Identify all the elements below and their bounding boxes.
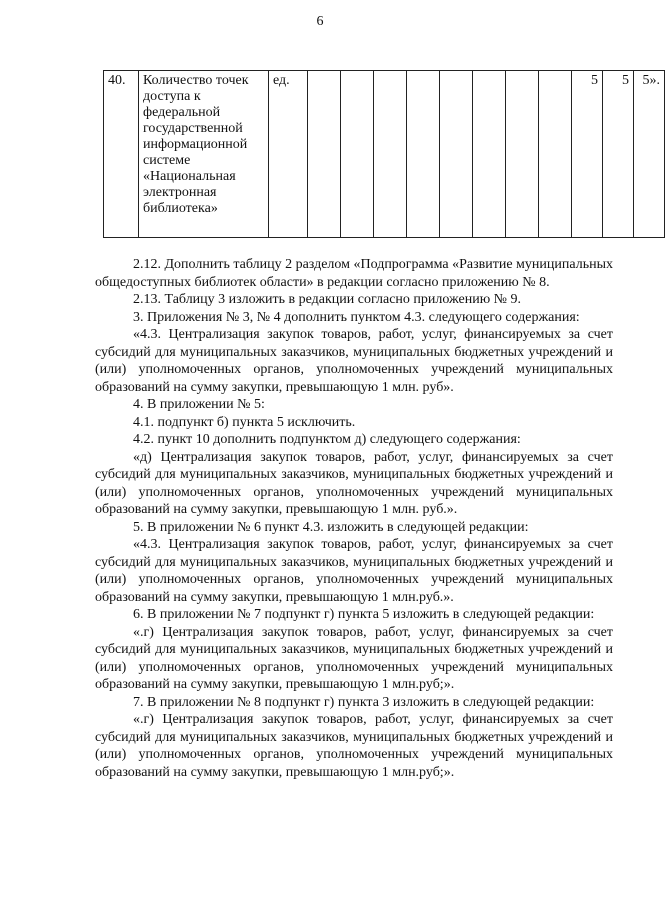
paragraph: 4. В приложении № 5: xyxy=(133,397,265,412)
empty-cell xyxy=(341,71,374,238)
paragraph: «4.3. Централизация закупок товаров, работ, услуг, финансируемых за счет субсидий для муниципальных заказчиков, муниципальных бюджетных учреждений и (или) уполномоченных органов, уполномоченных учреждений муниципальных образований на сумму закупки, превышающую 1 млн.руб.». xyxy=(95,537,613,605)
empty-cell xyxy=(374,71,407,238)
value-cell: 5 xyxy=(572,71,603,238)
empty-cell xyxy=(473,71,506,238)
table-row xyxy=(104,71,665,238)
document-body xyxy=(95,256,613,781)
paragraph: «.г) Централизация закупок товаров, работ, услуг, финансируемых за счет субсидий для муниципальных заказчиков, муниципальных бюджетных учреждений и (или) уполномоченных органов, уполномоченных учреждений муниципальных образований на сумму закупки, превышающую 1 млн.руб;». xyxy=(95,624,613,692)
unit-cell: ед. xyxy=(269,71,308,238)
paragraph: 7. В приложении № 8 подпункт г) пункта 3 изложить в следующей редакции: xyxy=(133,694,595,710)
paragraph: 2.12. Дополнить таблицу 2 разделом «Подпрограмма «Развитие муниципальных общедоступных библиотек области» в редакции согласно приложению № 8. xyxy=(95,257,613,290)
page-number: 6 xyxy=(316,14,324,29)
paragraph: «4.3. Централизация закупок товаров, работ, услуг, финансируемых за счет субсидий для муниципальных заказчиков, муниципальных бюджетных учреждений и (или) уполномоченных органов, уполномоченных учреждений муниципальных образований на сумму закупки, превышающую 1 млн. руб». xyxy=(95,327,613,395)
paragraph: 4.2. пункт 10 дополнить подпунктом д) следующего содержания: xyxy=(133,432,521,447)
empty-cell xyxy=(506,71,539,238)
value-cell: 5 xyxy=(603,71,634,238)
empty-cell xyxy=(440,71,473,238)
paragraph: 2.13. Таблицу 3 изложить в редакции согласно приложению № 9. xyxy=(133,292,522,307)
paragraph: «.г) Централизация закупок товаров, работ, услуг, финансируемых за счет субсидий для муниципальных заказчиков, муниципальных бюджетных учреждений и (или) уполномоченных органов, уполномоченных учреждений муниципальных образований на сумму закупки, превышающую 1 млн.руб;». xyxy=(95,712,613,780)
paragraph: 5. В приложении № 6 пункт 4.3. изложить в следующей редакции: xyxy=(133,519,529,535)
value-cell: 5». xyxy=(634,71,665,238)
empty-cell xyxy=(407,71,440,238)
paragraph: «д) Централизация закупок товаров, работ, услуг, финансируемых за счет субсидий для муниципальных заказчиков, муниципальных бюджетных учреждений и (или) уполномоченных органов, уполномоченных учреждений муниципальных образований на сумму закупки, превышающую 1 млн. руб.». xyxy=(95,449,613,517)
paragraph: 4.1. подпункт б) пункта 5 исключить. xyxy=(133,414,356,430)
empty-cell xyxy=(308,71,341,238)
paragraph: 3. Приложения № 3, № 4 дополнить пунктом 4.3. следующего содержания: xyxy=(133,309,580,325)
indicator-table xyxy=(103,70,665,238)
empty-cell xyxy=(539,71,572,238)
paragraph: 6. В приложении № 7 подпункт г) пункта 5 изложить в следующей редакции: xyxy=(133,607,595,622)
indicator-name: Количество точек доступа к федеральной государственной информационной системе «Национальная электронная библиотека» xyxy=(139,71,269,238)
row-number: 40. xyxy=(104,71,139,238)
